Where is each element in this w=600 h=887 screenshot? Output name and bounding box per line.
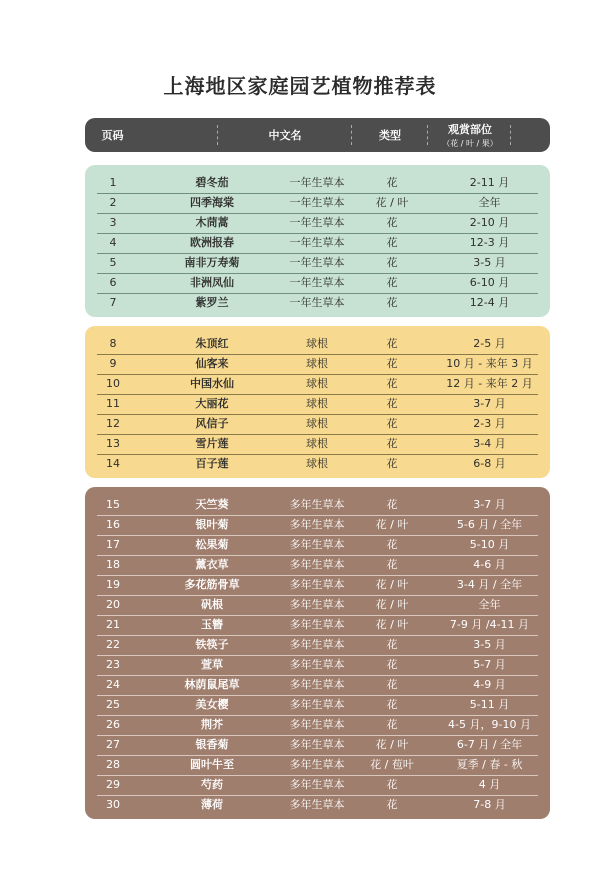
table-row xyxy=(97,354,538,375)
cell-page: 27 xyxy=(106,738,120,751)
cell-part: 花 xyxy=(386,357,398,370)
cell-page: 4 xyxy=(109,236,117,249)
table-row xyxy=(97,515,538,536)
cell-period: 2-10 月 xyxy=(469,216,510,229)
cell-page: 13 xyxy=(106,437,120,450)
cell-type: 多年生草本 xyxy=(289,638,345,651)
cell-page: 14 xyxy=(106,457,120,470)
cell-period: 全年 xyxy=(478,196,501,209)
cell-type: 球根 xyxy=(306,437,328,450)
cell-name: 铁筷子 xyxy=(195,638,229,651)
cell-page: 29 xyxy=(106,778,120,791)
table-row xyxy=(97,675,538,696)
cell-type: 多年生草本 xyxy=(289,738,345,751)
cell-part: 花 / 叶 xyxy=(375,578,409,591)
cell-part: 花 xyxy=(386,498,398,511)
table-row xyxy=(97,394,538,415)
cell-type: 多年生草本 xyxy=(289,618,345,631)
cell-part: 花 xyxy=(386,558,398,571)
header-part xyxy=(430,118,510,152)
cell-period: 5-6 月 / 全年 xyxy=(456,518,523,531)
cell-period: 3-7 月 xyxy=(473,498,506,511)
cell-page: 12 xyxy=(106,417,120,430)
cell-period: 6-8 月 xyxy=(473,457,506,470)
cell-name: 欧洲报春 xyxy=(190,236,234,249)
cell-name: 银叶菊 xyxy=(195,518,229,531)
cell-name: 朱顶红 xyxy=(195,337,229,350)
cell-type: 一年生草本 xyxy=(289,296,345,309)
cell-name: 天竺葵 xyxy=(195,498,229,511)
cell-part: 花 xyxy=(386,397,398,410)
cell-part: 花 / 叶 xyxy=(375,598,409,611)
cell-name: 大丽花 xyxy=(195,397,229,410)
cell-part: 花 xyxy=(386,256,398,269)
cell-period: 2-5 月 xyxy=(473,337,506,350)
cell-part: 花 xyxy=(386,236,398,249)
table-row xyxy=(97,615,538,636)
cell-name: 四季海棠 xyxy=(190,196,234,209)
cell-part: 花 / 叶 xyxy=(375,518,409,531)
table-row xyxy=(97,655,538,676)
cell-name: 风信子 xyxy=(195,417,229,430)
table-row xyxy=(97,755,538,776)
cell-part: 花 / 叶 xyxy=(375,196,409,209)
header-period: 观赏期 xyxy=(553,129,587,142)
cell-part: 花 xyxy=(386,377,398,390)
cell-part: 花 xyxy=(386,678,398,691)
cell-name: 仙客来 xyxy=(195,357,229,370)
cell-part: 花 xyxy=(386,638,398,651)
table-row xyxy=(97,775,538,796)
cell-part: 花 xyxy=(386,296,398,309)
cell-part: 花 xyxy=(386,718,398,731)
cell-page: 22 xyxy=(106,638,120,651)
cell-name: 百子莲 xyxy=(195,457,229,470)
cell-name: 圆叶牛至 xyxy=(190,758,234,771)
header-divider xyxy=(217,125,218,145)
cell-type: 多年生草本 xyxy=(289,578,345,591)
cell-part: 花 xyxy=(386,658,398,671)
cell-part: 花 xyxy=(386,176,398,189)
cell-period: 4-5 月，9-10 月 xyxy=(448,718,531,731)
cell-name: 非洲凤仙 xyxy=(190,276,234,289)
cell-type: 多年生草本 xyxy=(289,698,345,711)
cell-part: 花 xyxy=(386,798,398,811)
table-row xyxy=(97,273,538,294)
cell-period: 4 月 xyxy=(478,778,501,791)
cell-type: 多年生草本 xyxy=(289,498,345,511)
cell-type: 多年生草本 xyxy=(289,718,345,731)
cell-page: 5 xyxy=(109,256,117,269)
cell-page: 18 xyxy=(106,558,120,571)
cell-type: 一年生草本 xyxy=(289,236,345,249)
cell-period: 6-7 月 / 全年 xyxy=(456,738,523,751)
section-annuals xyxy=(85,165,550,317)
cell-part: 花 xyxy=(386,778,398,791)
cell-period: 3-5 月 xyxy=(473,638,506,651)
cell-page: 10 xyxy=(106,377,120,390)
table-row xyxy=(97,293,538,313)
cell-page: 17 xyxy=(106,538,120,551)
cell-name: 荆芥 xyxy=(201,718,223,731)
cell-name: 木茼蒿 xyxy=(195,216,229,229)
cell-page: 30 xyxy=(106,798,120,811)
cell-page: 23 xyxy=(106,658,120,671)
cell-type: 一年生草本 xyxy=(289,196,345,209)
cell-period: 6-10 月 xyxy=(469,276,510,289)
cell-period: 全年 xyxy=(478,598,501,611)
cell-type: 一年生草本 xyxy=(289,256,345,269)
cell-name: 薄荷 xyxy=(201,798,223,811)
table-row xyxy=(97,695,538,716)
cell-name: 松果菊 xyxy=(195,538,229,551)
cell-type: 多年生草本 xyxy=(289,658,345,671)
cell-part: 花 xyxy=(386,457,398,470)
cell-page: 28 xyxy=(106,758,120,771)
table-row xyxy=(97,334,538,355)
cell-period: 4-6 月 xyxy=(473,558,506,571)
cell-part: 花 xyxy=(386,417,398,430)
cell-period: 10 月 - 来年 3 月 xyxy=(446,357,533,370)
table-row xyxy=(97,454,538,474)
cell-period: 2-11 月 xyxy=(469,176,510,189)
header-name: 中文名 xyxy=(268,129,302,142)
header-type: 类型 xyxy=(379,129,401,142)
cell-period: 3-5 月 xyxy=(473,256,506,269)
cell-period: 5-10 月 xyxy=(469,538,510,551)
cell-period: 3-7 月 xyxy=(473,397,506,410)
cell-type: 球根 xyxy=(306,357,328,370)
section-perennials xyxy=(85,487,550,819)
cell-name: 多花筋骨草 xyxy=(184,578,240,591)
cell-name: 林荫鼠尾草 xyxy=(184,678,240,691)
cell-name: 中国水仙 xyxy=(190,377,234,390)
cell-type: 多年生草本 xyxy=(289,778,345,791)
table-row xyxy=(97,213,538,234)
cell-type: 多年生草本 xyxy=(289,798,345,811)
table-row xyxy=(97,233,538,254)
cell-page: 26 xyxy=(106,718,120,731)
cell-name: 芍药 xyxy=(201,778,223,791)
table-row xyxy=(97,635,538,656)
cell-page: 15 xyxy=(106,498,120,511)
cell-page: 9 xyxy=(109,357,117,370)
table-row xyxy=(97,253,538,274)
cell-part: 花 xyxy=(386,538,398,551)
cell-part: 花 xyxy=(386,337,398,350)
cell-part: 花 xyxy=(386,216,398,229)
table-row xyxy=(97,555,538,576)
cell-type: 球根 xyxy=(306,377,328,390)
cell-name: 南非万寿菊 xyxy=(184,256,240,269)
table-row xyxy=(97,735,538,756)
cell-page: 20 xyxy=(106,598,120,611)
cell-type: 球根 xyxy=(306,417,328,430)
cell-part: 花 xyxy=(386,276,398,289)
table-row xyxy=(97,535,538,556)
cell-type: 多年生草本 xyxy=(289,598,345,611)
cell-period: 3-4 月 xyxy=(473,437,506,450)
cell-name: 薰衣草 xyxy=(195,558,229,571)
table-row xyxy=(97,595,538,616)
cell-page: 16 xyxy=(106,518,120,531)
cell-period: 4-9 月 xyxy=(473,678,506,691)
cell-part: 花 / 叶 xyxy=(375,738,409,751)
section-bulbs xyxy=(85,326,550,478)
cell-page: 2 xyxy=(109,196,117,209)
cell-page: 19 xyxy=(106,578,120,591)
cell-name: 萱草 xyxy=(201,658,223,671)
cell-period: 7-9 月 /4-11 月 xyxy=(449,618,530,631)
cell-name: 紫罗兰 xyxy=(195,296,229,309)
cell-type: 一年生草本 xyxy=(289,176,345,189)
header-part-sub: （花 / 叶 / 果） xyxy=(442,139,498,148)
header-divider xyxy=(510,125,511,145)
cell-page: 6 xyxy=(109,276,117,289)
cell-type: 多年生草本 xyxy=(289,678,345,691)
cell-name: 银香菊 xyxy=(195,738,229,751)
table-row xyxy=(97,795,538,815)
table-row xyxy=(97,715,538,736)
cell-type: 多年生草本 xyxy=(289,558,345,571)
header-divider xyxy=(351,125,352,145)
cell-page: 3 xyxy=(109,216,117,229)
cell-name: 玉簪 xyxy=(201,618,223,631)
cell-page: 24 xyxy=(106,678,120,691)
cell-period: 7-8 月 xyxy=(473,798,506,811)
cell-page: 21 xyxy=(106,618,120,631)
cell-type: 多年生草本 xyxy=(289,518,345,531)
page-title: 上海地区家庭园艺植物推荐表 xyxy=(163,74,437,98)
cell-type: 一年生草本 xyxy=(289,276,345,289)
header-part-label: 观赏部位 xyxy=(448,123,492,136)
cell-name: 碧冬茄 xyxy=(195,176,229,189)
cell-period: 夏季 / 春 - 秋 xyxy=(456,758,523,771)
cell-name: 美女樱 xyxy=(195,698,229,711)
cell-period: 12-3 月 xyxy=(469,236,510,249)
cell-period: 3-4 月 / 全年 xyxy=(456,578,523,591)
cell-part: 花 xyxy=(386,437,398,450)
cell-part: 花 / 苞叶 xyxy=(370,758,414,771)
cell-page: 11 xyxy=(106,397,120,410)
table-header xyxy=(85,118,587,152)
cell-type: 球根 xyxy=(306,397,328,410)
cell-type: 一年生草本 xyxy=(289,216,345,229)
table-row xyxy=(97,414,538,435)
header-page: 页码 xyxy=(101,129,124,142)
table-row xyxy=(97,173,538,194)
cell-period: 5-7 月 xyxy=(473,658,506,671)
cell-type: 多年生草本 xyxy=(289,538,345,551)
cell-type: 球根 xyxy=(306,337,328,350)
cell-page: 7 xyxy=(109,296,117,309)
cell-page: 8 xyxy=(109,337,117,350)
header-divider xyxy=(427,125,428,145)
cell-name: 矾根 xyxy=(201,598,223,611)
cell-type: 球根 xyxy=(306,457,328,470)
table-row xyxy=(97,374,538,395)
cell-name: 雪片莲 xyxy=(195,437,229,450)
cell-period: 12-4 月 xyxy=(469,296,510,309)
table-row xyxy=(97,193,538,214)
cell-period: 2-3 月 xyxy=(473,417,506,430)
cell-page: 1 xyxy=(109,176,117,189)
cell-part: 花 / 叶 xyxy=(375,618,409,631)
table-row xyxy=(97,575,538,596)
cell-type: 多年生草本 xyxy=(289,758,345,771)
table-row xyxy=(97,434,538,455)
cell-period: 5-11 月 xyxy=(469,698,510,711)
cell-period: 12 月 - 来年 2 月 xyxy=(446,377,533,390)
table-row xyxy=(97,495,538,516)
cell-page: 25 xyxy=(106,698,120,711)
cell-part: 花 xyxy=(386,698,398,711)
